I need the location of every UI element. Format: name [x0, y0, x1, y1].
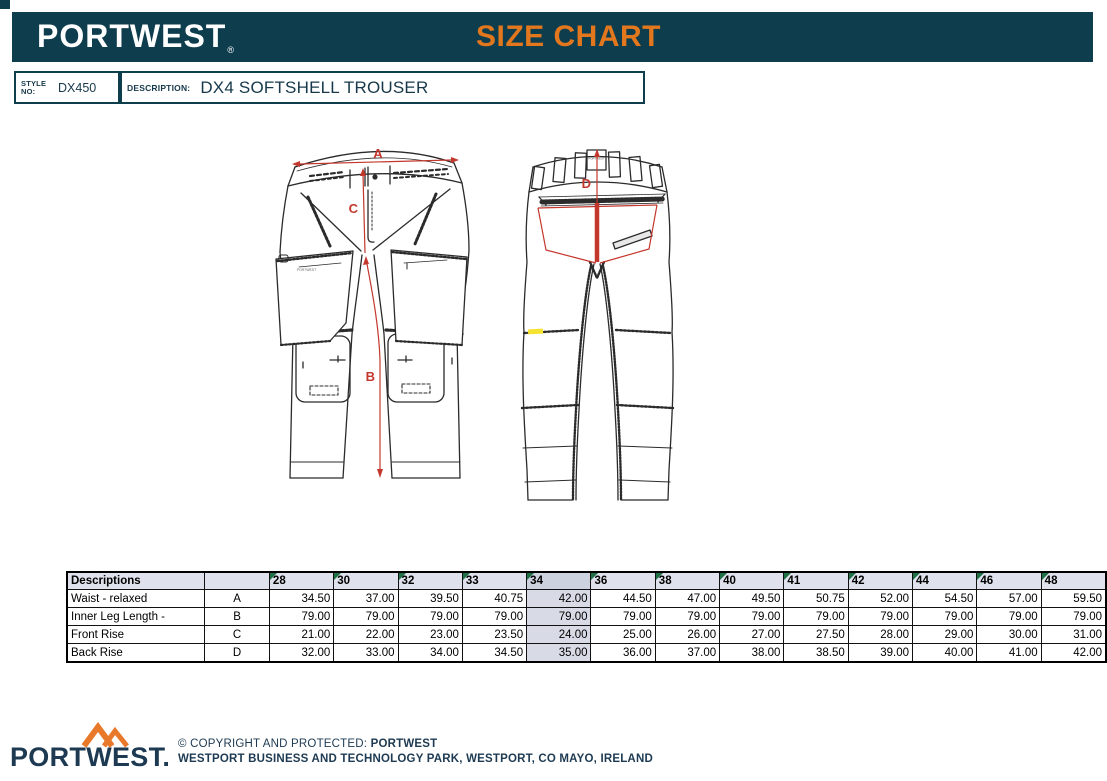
corner-artifact: [0, 0, 10, 9]
value-cell: 79.00: [655, 608, 719, 626]
copyright-brand: PORTWEST: [370, 738, 438, 750]
row-letter: B: [205, 608, 270, 626]
value-cell: 79.00: [977, 608, 1041, 626]
page-title: SIZE CHART: [476, 20, 661, 53]
label-A: A: [373, 146, 383, 161]
value-cell: 79.00: [848, 608, 912, 626]
value-cell: 59.50: [1041, 590, 1106, 608]
back-measure-lines: [538, 155, 657, 263]
value-cell: 23.00: [398, 626, 462, 644]
registered-mark: ®: [227, 45, 235, 55]
value-cell: 21.00: [269, 626, 333, 644]
size-chart-table: [66, 571, 1107, 663]
value-cell: 79.00: [591, 608, 655, 626]
value-cell: 40.75: [462, 590, 526, 608]
size-header-cell: 42: [848, 572, 912, 590]
size-header-cell: 32: [398, 572, 462, 590]
value-cell: 50.75: [784, 590, 848, 608]
label-C: C: [348, 201, 358, 216]
value-cell: 49.50: [720, 590, 784, 608]
value-cell: 34.50: [462, 644, 526, 663]
size-header-cell: 44: [913, 572, 977, 590]
back-brand-label: PORTWEST: [588, 156, 605, 161]
style-no-box: [14, 71, 122, 104]
value-cell: 42.00: [1041, 644, 1106, 663]
portwest-logo-text: PORTWEST: [37, 18, 227, 54]
value-cell: 79.00: [269, 608, 333, 626]
value-cell: 37.00: [334, 590, 398, 608]
value-cell: 33.00: [334, 644, 398, 663]
row-description: Front Rise: [67, 626, 205, 644]
value-cell: 79.00: [398, 608, 462, 626]
row-letter: A: [205, 590, 270, 608]
front-pocket-brand-label: PORTWEST: [297, 268, 317, 272]
value-cell: 39.00: [848, 644, 912, 663]
size-header-cell: 34: [527, 572, 591, 590]
value-cell: 32.00: [269, 644, 333, 663]
size-header-cell: 41: [784, 572, 848, 590]
size-header-cell: 33: [462, 572, 526, 590]
back-pocket: [613, 230, 652, 249]
value-cell: 34.50: [269, 590, 333, 608]
size-header-cell: 36: [591, 572, 655, 590]
description-label: DESCRIPTION:: [127, 82, 191, 93]
measure-line-B: [366, 259, 380, 470]
value-cell: 52.00: [848, 590, 912, 608]
value-cell: 35.00: [527, 644, 591, 663]
table-row: [67, 626, 1106, 644]
value-cell: 22.00: [334, 626, 398, 644]
row-description: Waist - relaxed: [67, 590, 205, 608]
value-cell: 79.00: [1041, 608, 1106, 626]
value-cell: 40.00: [913, 644, 977, 663]
trouser-back-diagram: [515, 135, 720, 510]
value-cell: 28.00: [848, 626, 912, 644]
value-cell: 38.00: [720, 644, 784, 663]
yellow-tag: [528, 329, 543, 335]
size-header-cell: 28: [269, 572, 333, 590]
copyright-prefix: © COPYRIGHT AND PROTECTED:: [178, 738, 371, 750]
style-no-label: [21, 80, 51, 96]
value-cell: 31.00: [1041, 626, 1106, 644]
value-cell: 23.50: [462, 626, 526, 644]
right-holster-pocket: [391, 250, 467, 345]
value-cell: 36.00: [591, 644, 655, 663]
value-cell: 42.00: [527, 590, 591, 608]
portwest-logo: [37, 18, 234, 55]
row-description: Back Rise: [67, 644, 205, 663]
address-line: WESTPORT BUSINESS AND TECHNOLOGY PARK, WESTPORT, CO MAYO, IRELAND: [178, 753, 653, 765]
value-cell: 39.50: [398, 590, 462, 608]
value-cell: 34.00: [398, 644, 462, 663]
left-knee-pocket: [296, 336, 350, 402]
row-letter: D: [205, 644, 270, 663]
footer-text: [178, 737, 653, 767]
size-header-cell: 48: [1041, 572, 1106, 590]
footer-portwest-logo: PORTWEST.: [10, 742, 171, 772]
footer-chevron-icon: [80, 722, 134, 748]
value-cell: 79.00: [527, 608, 591, 626]
style-no-value: DX450: [58, 80, 97, 95]
value-cell: 27.00: [720, 626, 784, 644]
table-row: [67, 608, 1106, 626]
value-cell: 25.00: [591, 626, 655, 644]
value-cell: 29.00: [913, 626, 977, 644]
header-bar: [12, 12, 1093, 62]
table-row: [67, 590, 1106, 608]
label-B: B: [365, 369, 375, 384]
label-D: D: [581, 176, 591, 191]
size-table-wrap: [66, 571, 1107, 663]
row-letter: C: [205, 626, 270, 644]
value-cell: 37.00: [655, 644, 719, 663]
value-cell: 27.50: [784, 626, 848, 644]
value-cell: 57.00: [977, 590, 1041, 608]
value-cell: 47.00: [655, 590, 719, 608]
value-cell: 79.00: [784, 608, 848, 626]
value-cell: 54.50: [913, 590, 977, 608]
description-box: [118, 71, 645, 104]
table-row: [67, 644, 1106, 663]
value-cell: 30.00: [977, 626, 1041, 644]
value-cell: 79.00: [462, 608, 526, 626]
value-cell: 79.00: [913, 608, 977, 626]
row-description: Inner Leg Length -: [67, 608, 205, 626]
trouser-front-diagram: [268, 135, 503, 510]
value-cell: 79.00: [720, 608, 784, 626]
size-header-cell: 40: [720, 572, 784, 590]
value-cell: 38.50: [784, 644, 848, 663]
value-cell: 79.00: [334, 608, 398, 626]
size-header-cell: 30: [334, 572, 398, 590]
descriptions-header: Descriptions: [67, 572, 205, 590]
size-header-cell: 46: [977, 572, 1041, 590]
value-cell: 41.00: [977, 644, 1041, 663]
size-header-cell: 38: [655, 572, 719, 590]
waist-button: [372, 174, 377, 179]
copyright-line: [178, 737, 653, 752]
letter-column-header: [205, 572, 270, 590]
value-cell: 26.00: [655, 626, 719, 644]
value-cell: 44.50: [591, 590, 655, 608]
value-cell: 24.00: [527, 626, 591, 644]
style-no-label-text: STYLE NO:: [21, 78, 47, 96]
description-value: DX4 SOFTSHELL TROUSER: [200, 77, 429, 97]
